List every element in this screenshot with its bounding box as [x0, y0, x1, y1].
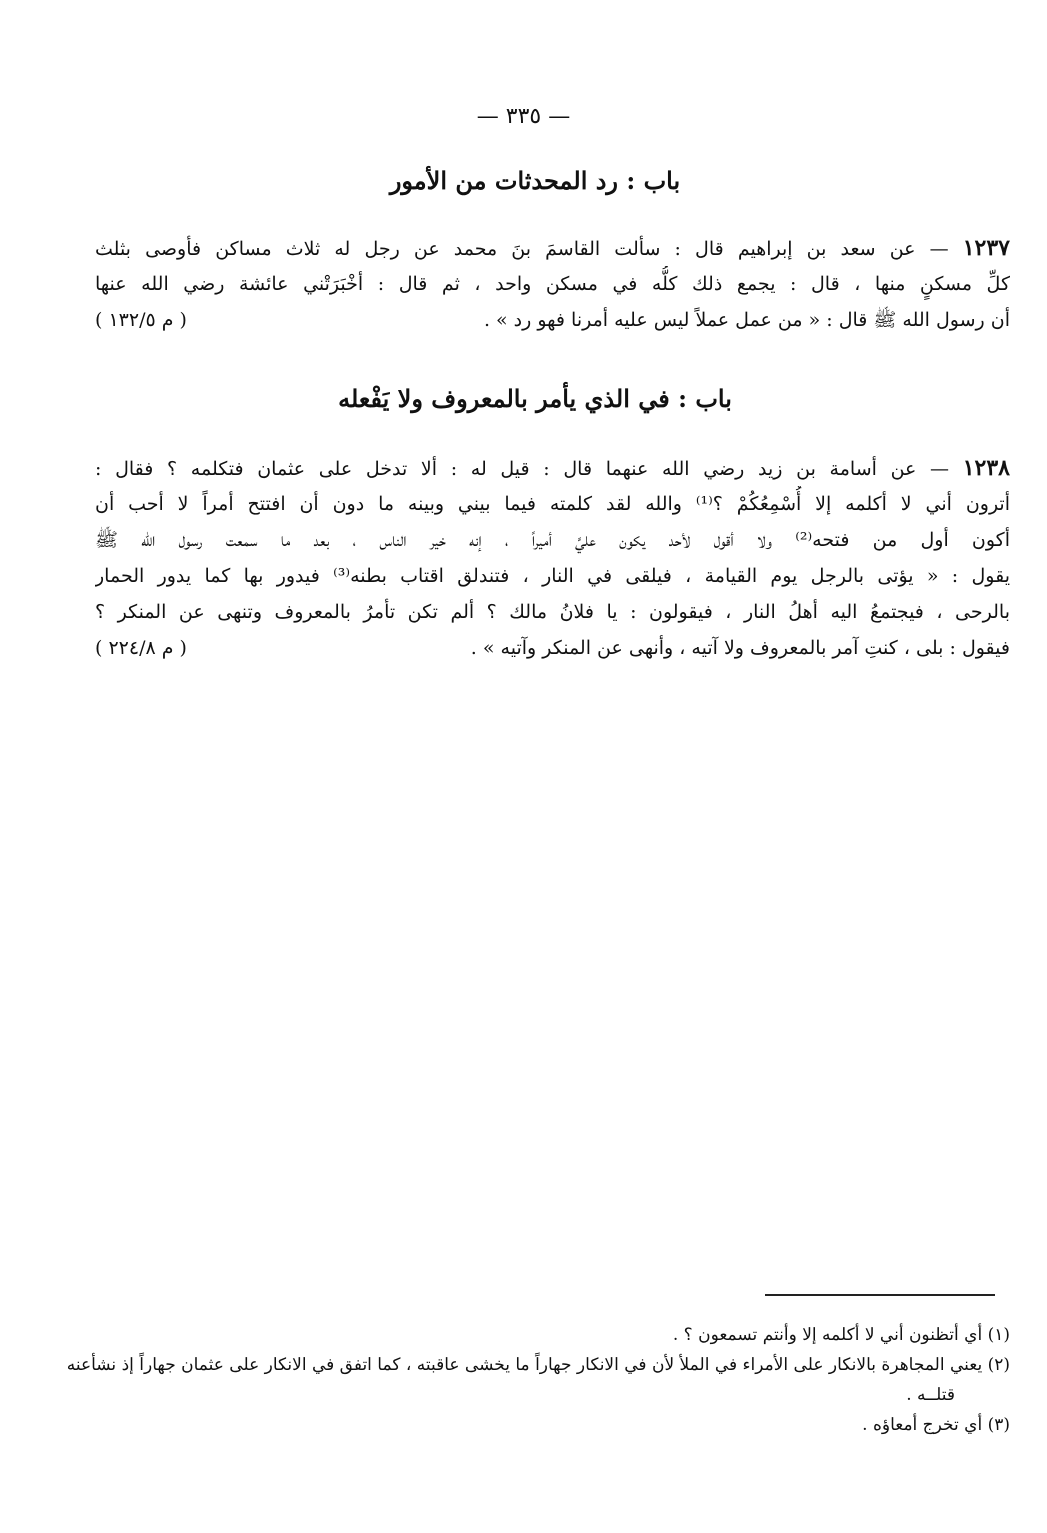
hadith-1237 — [95, 230, 1010, 338]
hadith-line: بالرحى ، فيجتمعُ اليه أهلُ النار ، فيقولون : يا فلانُ مالك ؟ ألم تكن تأمرُ بالمعروف وتنهى عن المنكر ؟ — [95, 601, 1010, 623]
hadith-line: كلِّ مسكنٍ منها ، قال : يجمع ذلك كلُّه في مسكن واحد ، ثم قال : أخْبَرَتْني عائشة رضي الله عنها — [95, 273, 1010, 295]
footnote-1: (١) أي أتظنون أني لا أكلمه إلا وأنتم تسمعون ؟ . — [672, 1325, 1010, 1345]
source-reference: ( م ٢٢٤/٨ ) — [95, 637, 187, 659]
hadith-text: — عن سعد بن إبراهيم قال : سألت القاسمَ بنَ محمد عن رجل له ثلاث مساكن فأوصى بثلث — [95, 238, 949, 260]
hadith-number: ١٢٣٨ — [962, 455, 1010, 481]
hadith-text: أن رسول الله ﷺ قال : « من عمل عملاً ليس عليه أمرنا فهو رد » . — [483, 309, 1010, 331]
footnote-divider — [765, 1294, 995, 1296]
hadith-line — [95, 630, 1010, 666]
footnote-2: (٢) يعني المجاهرة بالانكار على الأمراء في الملأ لأن في الانكار جهاراً ما يخشى عاقبته ، كما اتفق في الانكار على عثمان جهاراً إذ نشأعنه — [66, 1355, 1010, 1375]
hadith-line: أترون أني لا أكلمه إلا أُسْمِعُكُمْ ؟⁽¹⁾ والله لقد كلمته فيما بيني وبينه ما دون أن افتتح أمراً لا أحب أن — [95, 493, 1010, 515]
hadith-line — [95, 302, 1010, 338]
hadith-1238 — [95, 450, 1010, 666]
hadith-text: فيقول : بلى ، كنتِ آمر بالمعروف ولا آتيه ، وأنهى عن المنكر وآتيه » . — [470, 637, 1010, 659]
hadith-line — [95, 450, 1010, 486]
footnote-2-continuation: قتلــه . — [906, 1385, 955, 1405]
footnote-3: (٣) أي تخرج أمعاؤه . — [862, 1415, 1010, 1435]
chapter-heading-2: باب : في الذي يأمر بالمعروف ولا يَفْعله — [338, 384, 732, 413]
hadith-text: — عن أسامة بن زيد رضي الله عنهما قال : قيل له : ألا تدخل على عثمان فتكلمه ؟ فقال : — [95, 458, 950, 480]
source-reference: ( م ١٣٢/٥ ) — [95, 309, 187, 331]
page-number: — ٣٣٥ — — [476, 104, 571, 129]
hadith-line: أكون أول من فتحه⁽²⁾ ولا أقول لأحد يكون عليَّ أميراً ، إنه خير الناس ، بعد ما سمعت رسول الله ﷺ — [95, 529, 1010, 551]
footnotes — [66, 1320, 1010, 1440]
chapter-heading-1: باب : رد المحدثات من الأمور — [389, 166, 681, 195]
hadith-line — [95, 230, 1010, 266]
hadith-line: يقول : « يؤتى بالرجل يوم القيامة ، فيلقى في النار ، فتندلق اقتاب بطنه⁽³⁾ فيدور بها كما يدور الحمار — [95, 565, 1010, 587]
hadith-number: ١٢٣٧ — [962, 235, 1010, 261]
